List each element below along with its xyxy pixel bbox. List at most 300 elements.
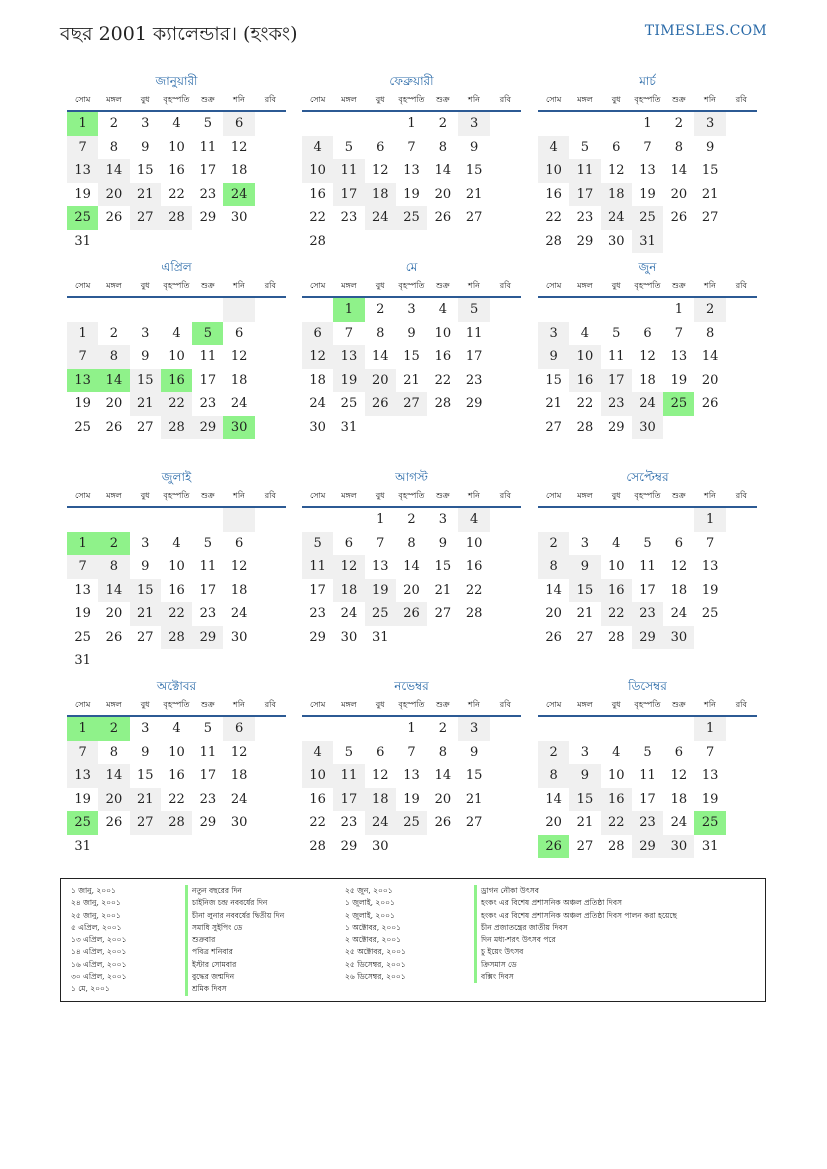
day-cell[interactable]: 26 [434,815,452,830]
day-cell[interactable]: 12 [230,744,248,760]
day-cell[interactable]: 2 [438,116,447,131]
day-cell[interactable]: 25 [396,206,427,230]
day-cell[interactable]: 8 [538,764,569,788]
day-cell[interactable]: 3 [580,744,590,760]
day-cell[interactable]: 22 [545,210,562,225]
day-cell[interactable]: 26 [365,392,396,416]
day-cell[interactable]: 2 [109,325,119,341]
day-cell[interactable]: 30 [230,629,248,645]
day-cell[interactable]: 3 [141,116,150,131]
day-cell[interactable]: 4 [612,535,621,551]
day-cell[interactable]: 14 [403,559,420,574]
day-cell[interactable]: 11 [199,559,217,574]
day-cell[interactable]: 15 [434,559,452,574]
day-cell[interactable]: 12 [607,163,625,178]
day-cell[interactable]: 26 [105,815,123,830]
day-cell[interactable]: 17 [639,582,656,598]
day-cell[interactable]: 17 [569,183,600,207]
day-cell[interactable]: 13 [403,768,420,783]
day-cell[interactable]: 29 [632,835,663,859]
day-cell[interactable]: 21 [465,791,483,807]
day-cell[interactable]: 25 [663,392,694,416]
day-cell[interactable]: 20 [434,791,452,807]
day-cell[interactable]: 10 [465,535,483,551]
day-cell[interactable]: 1 [67,322,98,346]
day-cell[interactable]: 14 [434,163,452,178]
day-cell[interactable]: 22 [168,186,185,202]
day-cell[interactable]: 13 [701,768,719,783]
day-cell[interactable]: 16 [168,768,185,783]
day-cell[interactable]: 9 [705,139,715,155]
day-cell[interactable]: 5 [302,532,333,556]
day-cell[interactable]: 26 [434,210,452,225]
day-cell[interactable]: 26 [538,835,569,859]
day-cell[interactable]: 14 [371,349,389,364]
day-cell[interactable]: 10 [168,349,185,364]
day-cell[interactable]: 18 [601,183,632,207]
day-cell[interactable]: 22 [434,372,452,388]
day-cell[interactable]: 10 [302,764,333,788]
day-cell[interactable]: 8 [407,535,416,551]
day-cell[interactable]: 24 [223,183,254,207]
day-cell[interactable]: 4 [172,325,181,341]
day-cell[interactable]: 1 [407,116,416,131]
day-cell[interactable]: 30 [632,416,663,440]
day-cell[interactable]: 13 [74,582,91,598]
day-cell[interactable]: 17 [309,582,326,598]
day-cell[interactable]: 20 [365,369,396,393]
day-cell[interactable]: 1 [694,508,725,532]
day-cell[interactable]: 23 [340,210,358,225]
day-cell[interactable]: 5 [643,535,652,551]
day-cell[interactable]: 18 [639,372,656,388]
day-cell[interactable]: 6 [344,535,354,551]
day-cell[interactable]: 13 [639,163,656,178]
day-cell[interactable]: 11 [607,349,625,364]
day-cell[interactable]: 10 [168,744,185,760]
day-cell[interactable]: 10 [302,159,333,183]
day-cell[interactable]: 5 [203,721,212,736]
day-cell[interactable]: 20 [545,606,562,621]
day-cell[interactable]: 23 [465,372,483,388]
day-cell[interactable]: 19 [701,582,719,598]
day-cell[interactable]: 7 [67,741,98,765]
day-cell[interactable]: 26 [545,629,562,645]
day-cell[interactable]: 14 [98,159,129,183]
day-cell[interactable]: 31 [701,838,719,854]
day-cell[interactable]: 17 [465,349,483,364]
day-cell[interactable]: 7 [643,139,652,155]
day-cell[interactable]: 31 [632,230,663,254]
day-cell[interactable]: 19 [403,186,420,202]
day-cell[interactable]: 26 [105,419,123,435]
day-cell[interactable]: 18 [670,582,688,598]
day-cell[interactable]: 7 [705,744,715,760]
day-cell[interactable]: 30 [309,419,326,435]
day-cell[interactable]: 27 [576,838,594,854]
day-cell[interactable]: 21 [701,186,719,202]
day-cell[interactable]: 11 [199,139,217,155]
day-cell[interactable]: 5 [612,325,621,341]
day-cell[interactable]: 21 [576,815,594,830]
day-cell[interactable]: 31 [340,419,358,435]
day-cell[interactable]: 13 [67,369,98,393]
day-cell[interactable]: 17 [199,163,217,178]
day-cell[interactable]: 12 [670,559,688,574]
day-cell[interactable]: 27 [465,210,483,225]
day-cell[interactable]: 30 [371,838,389,854]
day-cell[interactable]: 24 [365,206,396,230]
day-cell[interactable]: 6 [674,535,683,551]
day-cell[interactable]: 17 [601,369,632,393]
day-cell[interactable]: 21 [576,606,594,621]
day-cell[interactable]: 30 [230,815,248,830]
day-cell[interactable]: 10 [607,768,625,783]
day-cell[interactable]: 20 [701,372,719,388]
day-cell[interactable]: 15 [569,579,600,603]
day-cell[interactable]: 8 [98,345,129,369]
day-cell[interactable]: 3 [458,112,489,136]
day-cell[interactable]: 20 [105,396,123,411]
day-cell[interactable]: 16 [465,559,483,574]
day-cell[interactable]: 16 [545,186,562,202]
day-cell[interactable]: 19 [333,369,364,393]
day-cell[interactable]: 8 [438,139,447,155]
day-cell[interactable]: 17 [199,768,217,783]
day-cell[interactable]: 5 [203,535,212,551]
day-cell[interactable]: 13 [670,349,688,364]
day-cell[interactable]: 13 [333,345,364,369]
day-cell[interactable]: 25 [632,206,663,230]
day-cell[interactable]: 2 [98,532,129,556]
day-cell[interactable]: 3 [538,322,569,346]
day-cell[interactable]: 6 [612,139,621,155]
day-cell[interactable]: 9 [469,744,479,760]
day-cell[interactable]: 11 [199,744,217,760]
day-cell[interactable]: 28 [465,606,483,621]
day-cell[interactable]: 21 [130,602,161,626]
day-cell[interactable]: 4 [302,136,333,160]
day-cell[interactable]: 17 [199,372,217,388]
day-cell[interactable]: 27 [434,606,452,621]
day-cell[interactable]: 24 [670,606,688,621]
day-cell[interactable]: 4 [172,721,181,736]
day-cell[interactable]: 1 [67,532,98,556]
day-cell[interactable]: 11 [302,555,333,579]
day-cell[interactable]: 20 [98,183,129,207]
day-cell[interactable]: 5 [643,744,652,760]
day-cell[interactable]: 29 [607,419,625,435]
day-cell[interactable]: 18 [333,579,364,603]
day-cell[interactable]: 23 [309,606,326,621]
day-cell[interactable]: 29 [199,210,217,225]
day-cell[interactable]: 1 [67,717,98,741]
day-cell[interactable]: 1 [333,298,364,322]
day-cell[interactable]: 13 [67,764,98,788]
day-cell[interactable]: 11 [639,768,656,783]
day-cell[interactable]: 1 [407,721,416,736]
day-cell[interactable]: 25 [74,629,91,645]
day-cell[interactable]: 6 [223,717,254,741]
day-cell[interactable]: 12 [670,768,688,783]
day-cell[interactable]: 30 [223,416,254,440]
day-cell[interactable]: 19 [365,579,396,603]
day-cell[interactable]: 16 [168,163,185,178]
day-cell[interactable]: 2 [98,717,129,741]
day-cell[interactable]: 9 [569,764,600,788]
day-cell[interactable]: 4 [612,744,621,760]
site-link[interactable]: TIMESLES.COM [644,23,767,39]
day-cell[interactable]: 19 [670,372,688,388]
day-cell[interactable]: 15 [136,163,154,178]
day-cell[interactable]: 11 [199,349,217,364]
day-cell[interactable]: 24 [230,396,248,411]
day-cell[interactable]: 28 [434,396,452,411]
day-cell[interactable]: 17 [333,788,364,812]
day-cell[interactable]: 4 [458,508,489,532]
day-cell[interactable]: 22 [309,815,326,830]
day-cell[interactable]: 12 [230,139,248,155]
day-cell[interactable]: 29 [632,626,663,650]
day-cell[interactable]: 14 [545,582,562,598]
day-cell[interactable]: 5 [203,116,212,131]
day-cell[interactable]: 26 [105,629,123,645]
day-cell[interactable]: 20 [403,582,420,598]
day-cell[interactable]: 25 [694,811,725,835]
day-cell[interactable]: 24 [632,392,663,416]
day-cell[interactable]: 11 [569,159,600,183]
day-cell[interactable]: 24 [365,811,396,835]
day-cell[interactable]: 18 [230,582,248,598]
day-cell[interactable]: 9 [569,555,600,579]
day-cell[interactable]: 21 [130,788,161,812]
day-cell[interactable]: 20 [545,815,562,830]
day-cell[interactable]: 31 [74,233,91,249]
day-cell[interactable]: 18 [230,768,248,783]
day-cell[interactable]: 2 [674,116,683,131]
day-cell[interactable]: 12 [230,349,248,364]
day-cell[interactable]: 15 [130,579,161,603]
day-cell[interactable]: 30 [663,626,694,650]
day-cell[interactable]: 12 [302,345,333,369]
day-cell[interactable]: 22 [161,392,192,416]
day-cell[interactable]: 13 [701,559,719,574]
day-cell[interactable]: 26 [105,210,123,225]
day-cell[interactable]: 20 [670,186,688,202]
day-cell[interactable]: 20 [98,788,129,812]
day-cell[interactable]: 7 [376,535,385,551]
day-cell[interactable]: 28 [607,629,625,645]
day-cell[interactable]: 3 [141,721,150,736]
day-cell[interactable]: 3 [458,717,489,741]
day-cell[interactable]: 28 [161,416,192,440]
day-cell[interactable]: 13 [371,559,389,574]
day-cell[interactable]: 21 [130,183,161,207]
day-cell[interactable]: 3 [141,535,150,551]
day-cell[interactable]: 11 [333,764,364,788]
day-cell[interactable]: 6 [302,322,333,346]
day-cell[interactable]: 7 [67,345,98,369]
day-cell[interactable]: 16 [168,582,185,598]
day-cell[interactable]: 21 [403,372,420,388]
day-cell[interactable]: 31 [371,629,389,645]
day-cell[interactable]: 16 [601,579,632,603]
day-cell[interactable]: 27 [701,210,719,225]
day-cell[interactable]: 12 [639,349,656,364]
day-cell[interactable]: 25 [67,811,98,835]
day-cell[interactable]: 29 [465,396,483,411]
day-cell[interactable]: 8 [109,139,119,155]
day-cell[interactable]: 31 [74,653,91,668]
day-cell[interactable]: 15 [403,349,420,364]
day-cell[interactable]: 25 [701,606,719,621]
day-cell[interactable]: 30 [230,210,248,225]
day-cell[interactable]: 18 [230,163,248,178]
day-cell[interactable]: 8 [538,555,569,579]
day-cell[interactable]: 9 [141,559,150,574]
day-cell[interactable]: 4 [302,741,333,765]
day-cell[interactable]: 22 [161,602,192,626]
day-cell[interactable]: 19 [74,791,91,807]
day-cell[interactable]: 6 [643,325,652,341]
day-cell[interactable]: 15 [130,369,161,393]
day-cell[interactable]: 1 [674,302,683,317]
day-cell[interactable]: 28 [161,811,192,835]
day-cell[interactable]: 27 [465,815,483,830]
day-cell[interactable]: 17 [333,183,364,207]
day-cell[interactable]: 9 [469,139,479,155]
day-cell[interactable]: 29 [576,233,594,249]
day-cell[interactable]: 19 [74,186,91,202]
day-cell[interactable]: 14 [670,163,688,178]
day-cell[interactable]: 4 [438,302,447,317]
day-cell[interactable]: 3 [407,302,416,317]
day-cell[interactable]: 3 [580,535,590,551]
day-cell[interactable]: 12 [371,768,389,783]
day-cell[interactable]: 24 [340,606,358,621]
day-cell[interactable]: 25 [365,602,396,626]
day-cell[interactable]: 10 [569,345,600,369]
day-cell[interactable]: 17 [639,791,656,807]
day-cell[interactable]: 9 [141,349,150,364]
day-cell[interactable]: 10 [538,159,569,183]
day-cell[interactable]: 13 [403,163,420,178]
day-cell[interactable]: 5 [458,298,489,322]
day-cell[interactable]: 4 [172,116,181,131]
day-cell[interactable]: 22 [168,791,185,807]
day-cell[interactable]: 3 [141,325,150,341]
day-cell[interactable]: 12 [230,559,248,574]
day-cell[interactable]: 24 [309,396,326,411]
day-cell[interactable]: 14 [434,768,452,783]
day-cell[interactable]: 29 [309,629,326,645]
day-cell[interactable]: 24 [670,815,688,830]
day-cell[interactable]: 8 [376,325,385,341]
day-cell[interactable]: 28 [545,233,562,249]
day-cell[interactable]: 5 [580,139,590,155]
day-cell[interactable]: 15 [569,788,600,812]
day-cell[interactable]: 7 [674,325,683,341]
day-cell[interactable]: 4 [538,136,569,160]
day-cell[interactable]: 16 [161,369,192,393]
day-cell[interactable]: 31 [74,838,91,854]
day-cell[interactable]: 25 [396,811,427,835]
day-cell[interactable]: 27 [130,206,161,230]
day-cell[interactable]: 29 [192,416,223,440]
day-cell[interactable]: 28 [161,626,192,650]
day-cell[interactable]: 15 [545,372,562,388]
day-cell[interactable]: 12 [371,163,389,178]
day-cell[interactable]: 2 [694,298,725,322]
day-cell[interactable]: 5 [344,744,354,760]
day-cell[interactable]: 10 [168,559,185,574]
day-cell[interactable]: 26 [701,396,719,411]
day-cell[interactable]: 27 [545,419,562,435]
day-cell[interactable]: 24 [230,606,248,621]
day-cell[interactable]: 2 [538,532,569,556]
day-cell[interactable]: 9 [438,535,447,551]
day-cell[interactable]: 25 [340,396,358,411]
day-cell[interactable]: 27 [130,811,161,835]
day-cell[interactable]: 22 [465,582,483,598]
day-cell[interactable]: 30 [607,233,625,249]
day-cell[interactable]: 23 [576,210,594,225]
day-cell[interactable]: 25 [74,419,91,435]
day-cell[interactable]: 19 [639,186,656,202]
day-cell[interactable]: 7 [67,136,98,160]
day-cell[interactable]: 6 [234,535,244,551]
day-cell[interactable]: 23 [340,815,358,830]
day-cell[interactable]: 8 [98,555,129,579]
day-cell[interactable]: 20 [105,606,123,621]
day-cell[interactable]: 8 [109,744,119,760]
day-cell[interactable]: 30 [663,835,694,859]
day-cell[interactable]: 18 [365,788,396,812]
day-cell[interactable]: 8 [674,139,683,155]
day-cell[interactable]: 18 [230,372,248,388]
day-cell[interactable]: 23 [199,186,217,202]
day-cell[interactable]: 19 [403,791,420,807]
day-cell[interactable]: 15 [465,163,483,178]
day-cell[interactable]: 19 [74,606,91,621]
day-cell[interactable]: 16 [569,369,600,393]
day-cell[interactable]: 18 [365,183,396,207]
day-cell[interactable]: 15 [465,768,483,783]
day-cell[interactable]: 28 [309,233,326,249]
day-cell[interactable]: 21 [465,186,483,202]
day-cell[interactable]: 1 [67,112,98,136]
day-cell[interactable]: 5 [192,322,223,346]
day-cell[interactable]: 6 [674,744,683,760]
day-cell[interactable]: 9 [141,744,150,760]
day-cell[interactable]: 21 [130,392,161,416]
day-cell[interactable]: 3 [694,112,725,136]
day-cell[interactable]: 19 [74,396,91,411]
day-cell[interactable]: 17 [199,582,217,598]
day-cell[interactable]: 10 [168,139,185,155]
day-cell[interactable]: 4 [172,535,181,551]
day-cell[interactable]: 2 [109,116,119,131]
day-cell[interactable]: 1 [694,717,725,741]
day-cell[interactable]: 7 [407,744,416,760]
day-cell[interactable]: 22 [601,602,632,626]
day-cell[interactable]: 14 [98,579,129,603]
day-cell[interactable]: 22 [576,396,594,411]
day-cell[interactable]: 21 [434,582,452,598]
day-cell[interactable]: 9 [538,345,569,369]
day-cell[interactable]: 2 [376,302,385,317]
day-cell[interactable]: 22 [601,811,632,835]
